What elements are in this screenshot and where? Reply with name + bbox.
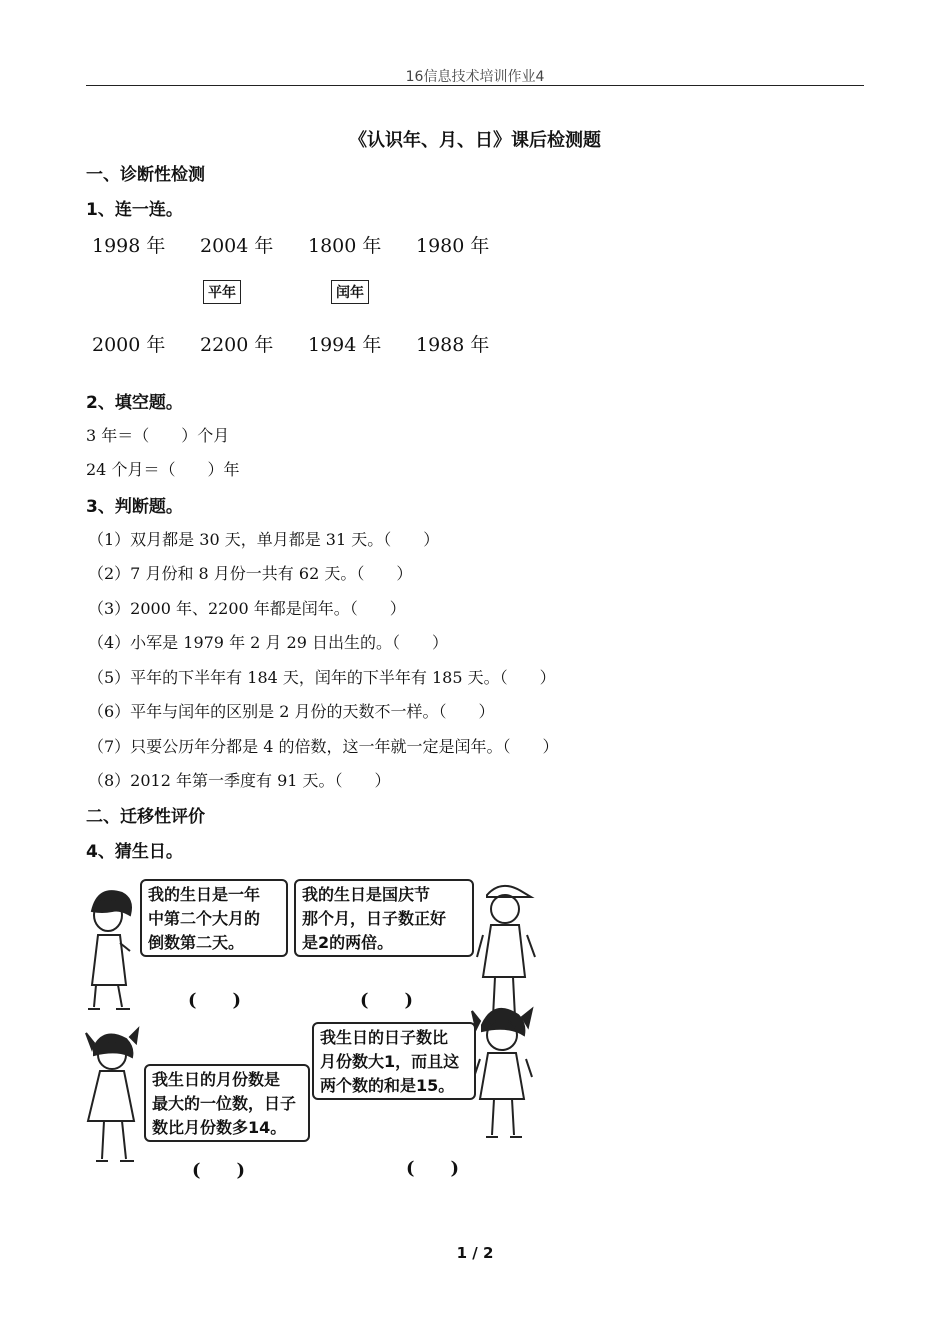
fill-blank-line: 3 年＝（ ）个月 xyxy=(86,426,230,445)
true-false-item: （3）2000 年、2200 年都是闰年。（ ） xyxy=(88,599,406,618)
year-option: 1998 年 xyxy=(92,235,166,257)
true-false-item: （6）平年与闰年的区别是 2 月份的天数不一样。（ ） xyxy=(88,702,495,721)
year-option: 2000 年 xyxy=(92,334,166,356)
question-1-label: 1、连一连。 xyxy=(86,200,183,220)
true-false-item: （4）小军是 1979 年 2 月 29 日出生的。（ ） xyxy=(88,633,448,652)
speech-bubble-3: 我生日的月份数是 最大的一位数，日子 数比月份数多14。 xyxy=(144,1064,310,1142)
page-title: 《认识年、月、日》课后检测题 xyxy=(349,130,601,151)
boy-figure-icon xyxy=(88,891,131,1009)
answer-blank: ( ) xyxy=(406,1158,460,1179)
answer-blank: ( ) xyxy=(188,990,242,1011)
speech-bubble-2: 我的生日是国庆节 那个月，日子数正好 是2的两倍。 xyxy=(294,879,474,957)
year-option: 1800 年 xyxy=(308,235,382,257)
year-option: 1988 年 xyxy=(416,334,490,356)
girl-figure-icon xyxy=(472,1009,532,1137)
boy-with-cap-icon xyxy=(477,886,535,1019)
question-3-label: 3、判断题。 xyxy=(86,497,183,517)
year-option: 2004 年 xyxy=(200,235,274,257)
fill-blank-line: 24 个月＝（ ）年 xyxy=(86,460,240,479)
question-4-label: 4、猜生日。 xyxy=(86,842,183,862)
answer-blank: ( ) xyxy=(360,990,414,1011)
true-false-item: （8）2012 年第一季度有 91 天。（ ） xyxy=(88,771,391,790)
answer-blank: ( ) xyxy=(192,1160,246,1181)
question-2-label: 2、填空题。 xyxy=(86,393,183,413)
page-number: 1 / 2 xyxy=(456,1244,494,1262)
true-false-item: （7）只要公历年分都是 4 的倍数，这一年就一定是闰年。（ ） xyxy=(88,737,559,756)
section-2-heading: 二、迁移性评价 xyxy=(86,807,205,827)
true-false-item: （1）双月都是 30 天，单月都是 31 天。（ ） xyxy=(88,530,440,549)
header-divider xyxy=(86,85,864,86)
year-option: 2200 年 xyxy=(200,334,274,356)
speech-bubble-4: 我生日的日子数比 月份数大1，而且这 两个数的和是15。 xyxy=(312,1022,476,1100)
common-year-box: 平年 xyxy=(203,280,241,304)
leap-year-box: 闰年 xyxy=(331,280,369,304)
speech-bubble-1: 我的生日是一年 中第二个大月的 倒数第二天。 xyxy=(140,879,288,957)
section-1-heading: 一、诊断性检测 xyxy=(86,165,205,185)
true-false-item: （2）7 月份和 8 月份一共有 62 天。（ ） xyxy=(88,564,413,583)
year-option: 1994 年 xyxy=(308,334,382,356)
year-option: 1980 年 xyxy=(416,235,490,257)
girl-figure-icon xyxy=(86,1029,138,1161)
page-header: 16信息技术培训作业4 xyxy=(405,69,545,85)
true-false-item: （5）平年的下半年有 184 天，闰年的下半年有 185 天。（ ） xyxy=(88,668,556,687)
